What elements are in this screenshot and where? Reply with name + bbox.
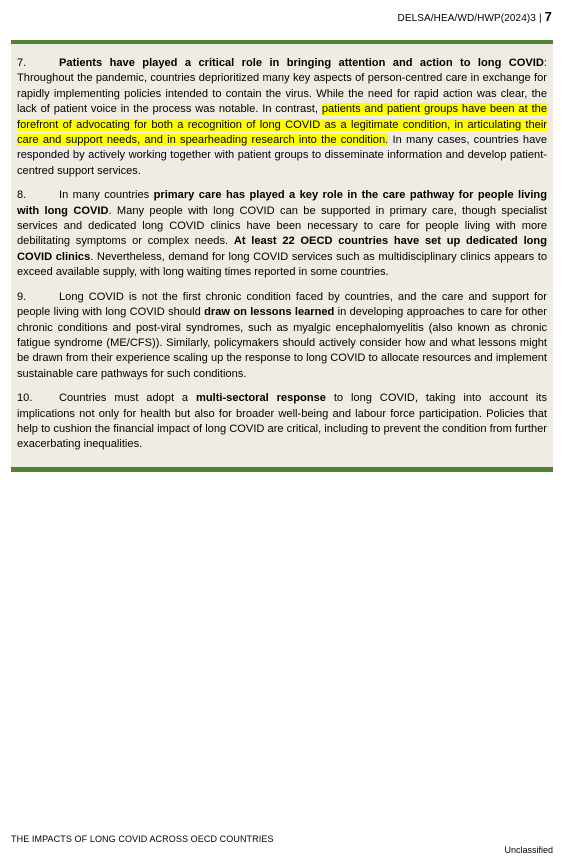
paragraph-8 (17, 188, 547, 280)
document-reference: DELSA/HEA/WD/HWP(2024)3 (397, 13, 536, 24)
page-number: 7 (544, 9, 552, 24)
summary-box (11, 40, 553, 472)
paragraph-number: 9. (17, 290, 27, 303)
bold-emphasis: multi-sectoral response (195, 392, 326, 405)
bold-emphasis: primary care has played a key role in the care pathway for people living with long COVID (17, 189, 547, 217)
paragraph-text: In many countries (59, 189, 154, 202)
paragraph-number: 7. (17, 57, 27, 69)
page-header (398, 9, 553, 24)
footer-classification: Unclassified (504, 845, 553, 855)
highlighted-text: patients and patient groups have been at the forefront of advocating for both a recognition of long COVID as a legitimate condition, in articulating their care and support needs, and in spearheading research into the condition. (17, 103, 547, 147)
paragraph-text: to long COVID, taking into account its implications not only for health but also for broader well-being and labour force participation. Policies that help to cushion the financial impact of long COVID are critical, including to prevent the condition from further exacerbating inequalities. (17, 392, 547, 451)
paragraph-text: Long COVID is not the first chronic condition faced by countries, and the care and support for people living with long COVID should (17, 290, 547, 319)
paragraph-text: In many cases, countries have responded by actively working together with patient groups to disseminate information and develop patient-centred support services. (17, 134, 547, 177)
paragraph-text: . Many people with long COVID can be supported in primary care, though specialist services and dedicated long COVID clinics have been necessary to care for people living with more debilitating symptoms or complex needs. (17, 204, 547, 248)
header-separator: | (538, 13, 542, 24)
bold-emphasis: At least 22 OECD countries have set up dedicated long COVID clinics (17, 235, 547, 263)
paragraph-text: Countries must adopt a (59, 392, 196, 405)
paragraph-number: 8. (17, 189, 27, 202)
paragraph-text: : Throughout the pandemic, countries deprioritized many key aspects of person-centred care in exchange for rapidly implementing policies intended to contain the virus. While the need for rapid action was clear, the lack of patient voice in the process was notable. In contrast, (17, 57, 547, 116)
bold-emphasis: draw on lessons learned (204, 306, 335, 319)
paragraph-number: 10. (17, 392, 33, 405)
paragraph-9 (17, 290, 547, 382)
paragraph-10 (17, 391, 547, 453)
bold-emphasis: Patients have played a critical role in bringing attention and action to long COVID (59, 57, 544, 69)
paragraph-text: in developing approaches to care for other chronic conditions and post-viral syndromes, such as myalgic encephalomyelitis (also known as chronic fatigue syndrome (ME/CFS)). Similarly, policymakers should actively consider how and what lessons might be drawn from their experience scaling up the response to long COVID to allocate resources and implement sustainable care pathways for such conditions. (17, 306, 547, 380)
paragraph-text: . Nevertheless, demand for long COVID services such as multidisciplinary clinics appears to exceed available supply, with long waiting times reported in some countries. (17, 250, 548, 279)
footer-document-title: THE IMPACTS OF LONG COVID ACROSS OECD COUNTRIES (11, 834, 274, 844)
paragraph-7 (17, 56, 547, 179)
